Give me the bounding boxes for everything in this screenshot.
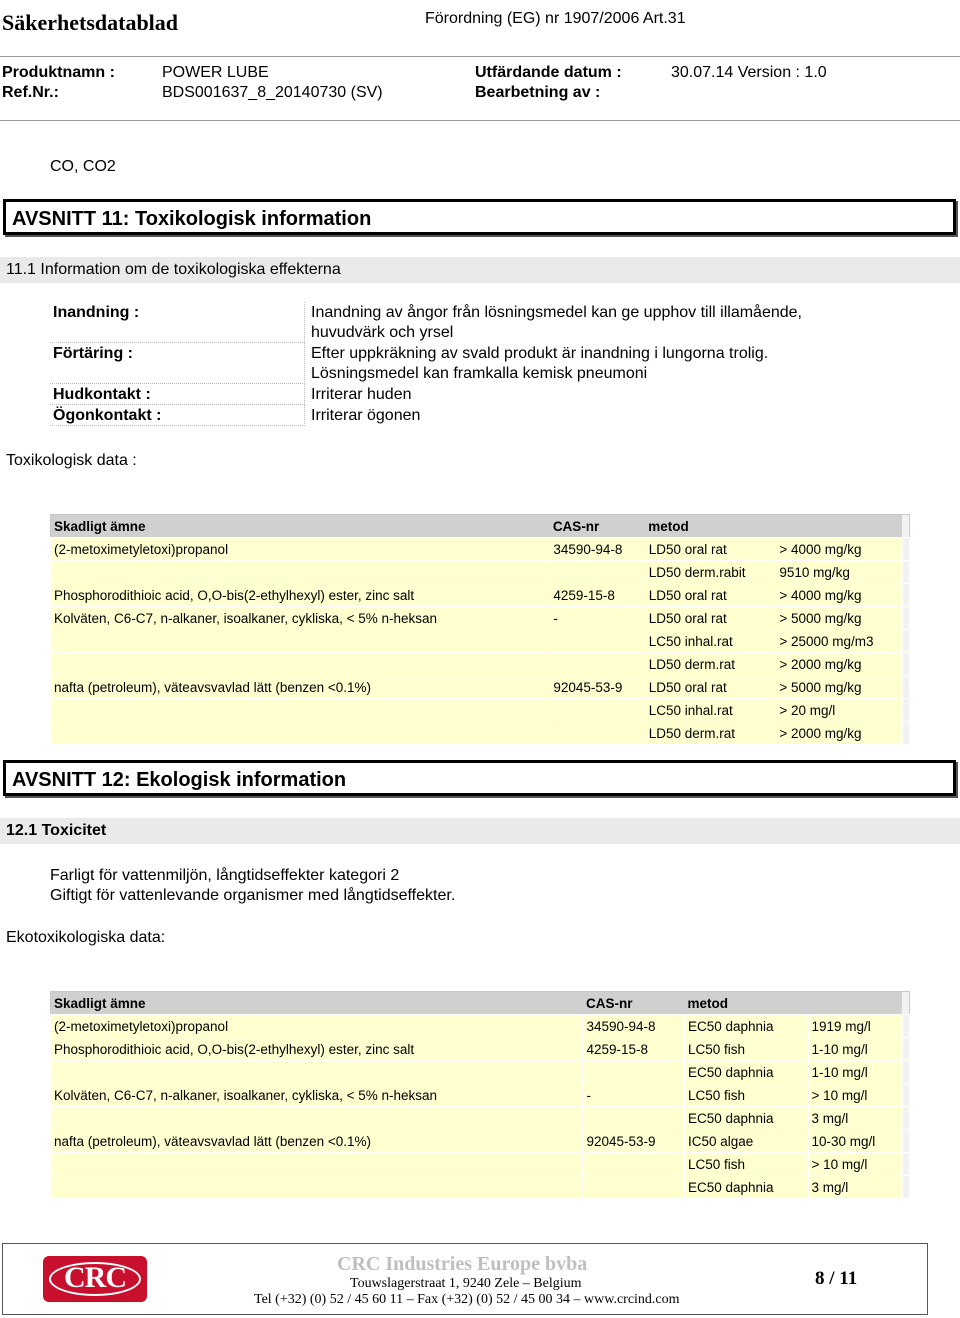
header-divider-bottom [0,120,960,121]
table-edge [902,653,909,676]
table-cell: Kolväten, C6-C7, n-alkaner, isoalkaner, cykliska, < 5% n-heksan [51,1084,583,1107]
subsection-11-1-bar [0,257,960,283]
table-row [51,584,910,607]
table-row [51,699,910,722]
table-header-row [51,515,910,538]
table-cell: (2-metoximetyletoxi)propanol [51,538,550,561]
table-edge [902,722,909,745]
toxicology-table [50,514,910,745]
table-cell [583,1107,684,1130]
effect-value [305,343,910,384]
table-cell: EC50 daphnia [684,1061,808,1084]
table-edge [902,1015,909,1038]
table-cell [550,722,645,745]
tox-data-label: Toxikologisk data : [6,452,137,469]
product-name-label: Produktnamn : [2,64,115,81]
table-cell: > 25000 mg/m3 [776,630,903,653]
effect-value [305,302,910,343]
table-cell [550,699,645,722]
table-cell [51,1153,583,1176]
section-11-title: AVSNITT 11: Toxikologisk information [12,208,372,230]
table-edge [902,515,909,538]
column-header: metod [684,992,808,1015]
table-cell [51,630,550,653]
section-11-heading [3,199,956,235]
table-cell: > 4000 mg/kg [776,538,903,561]
header-divider [0,56,960,57]
table-cell [51,1176,583,1199]
issue-date-label: Utfärdande datum : [475,64,622,81]
table-cell: LC50 inhal.rat [645,699,776,722]
table-cell: LC50 inhal.rat [645,630,776,653]
table-cell: LD50 derm.rat [645,722,776,745]
table-cell: 4259-15-8 [550,584,645,607]
table-edge [902,992,909,1015]
effect-label: Förtäring : [50,343,305,384]
eco-data-label: Ekotoxikologiska data: [6,929,166,946]
table-cell: 34590-94-8 [583,1015,684,1038]
column-header: CAS-nr [583,992,684,1015]
table-header-row [51,992,910,1015]
document-title: Säkerhetsdatablad [2,10,179,35]
effect-line: Efter uppkräkning av svald produkt är inandning i lungorna trolig. [311,345,769,362]
effect-row-eye [50,405,910,426]
table-cell: EC50 daphnia [684,1176,808,1199]
table-cell: 1919 mg/l [808,1015,902,1038]
table-cell: LD50 oral rat [645,584,776,607]
table-edge [902,1084,909,1107]
table-cell: 10-30 mg/l [808,1130,902,1153]
table-edge [902,1153,909,1176]
table-cell: - [583,1084,684,1107]
regulation-text: Förordning (EG) nr 1907/2006 Art.31 [425,10,686,27]
table-cell: nafta (petroleum), väteavsvavlad lätt (benzen <0.1%) [51,1130,583,1153]
table-row [51,722,910,745]
effect-value: Irriterar ögonen [311,407,421,424]
previous-section-text: CO, CO2 [50,158,116,175]
table-cell [51,1061,583,1084]
table-cell: Kolväten, C6-C7, n-alkaner, isoalkaner, cykliska, < 5% n-heksan [51,607,550,630]
table-cell: LD50 oral rat [645,607,776,630]
effect-line: huvudvärk och yrsel [311,324,454,341]
table-cell [550,653,645,676]
table-cell: LD50 derm.rabit [645,561,776,584]
effect-line: Inandning av ångor från lösningsmedel kan ge upphov till illamående, [311,304,802,321]
page-footer [2,1243,928,1315]
table-cell [583,1176,684,1199]
table-edge [902,1038,909,1061]
company-address: Touwslagerstraat 1, 9240 Zele – Belgium [350,1276,582,1291]
effect-label: Ögonkontakt : [50,405,305,426]
crc-logo [43,1256,147,1302]
table-cell: Phosphorodithioic acid, O,O-bis(2-ethylhexyl) ester, zinc salt [51,584,550,607]
table-cell: (2-metoximetyletoxi)propanol [51,1015,583,1038]
table-edge [902,1061,909,1084]
table-edge [902,538,909,561]
effect-label: Hudkontakt : [50,384,305,405]
table-edge [902,584,909,607]
ref-number-label: Ref.Nr.: [2,84,59,101]
table-edge [902,630,909,653]
table-row [51,1038,910,1061]
subsection-12-1-bar [0,818,960,844]
table-cell: 34590-94-8 [550,538,645,561]
column-header: metod [645,515,776,538]
table-cell: > 10 mg/l [808,1084,902,1107]
table-row [51,1130,910,1153]
ecotoxicology-table [50,991,910,1199]
table-cell: > 10 mg/l [808,1153,902,1176]
effect-row-inhalation [50,302,910,343]
table-cell: LD50 derm.rat [645,653,776,676]
table-cell: > 2000 mg/kg [776,722,903,745]
ecology-text [50,866,455,906]
table-edge [902,561,909,584]
table-cell: EC50 daphnia [684,1107,808,1130]
column-header: Skadligt ämne [51,992,583,1015]
effect-value: Irriterar huden [311,386,412,403]
table-edge [902,1130,909,1153]
table-cell: LC50 fish [684,1153,808,1176]
table-cell [583,1061,684,1084]
effect-label: Inandning : [50,302,305,343]
subsection-12-1-title: 12.1 Toxicitet [6,822,107,839]
table-cell [550,630,645,653]
table-edge [902,676,909,699]
table-row [51,653,910,676]
table-row [51,607,910,630]
table-edge [902,1107,909,1130]
table-cell: LC50 fish [684,1084,808,1107]
table-cell [51,722,550,745]
table-row [51,1084,910,1107]
ecology-line: Giftigt för vattenlevande organismer med långtidseffekter. [50,887,456,904]
table-row [51,630,910,653]
column-header: Skadligt ämne [51,515,550,538]
table-row [51,676,910,699]
table-row [51,1015,910,1038]
table-cell: LD50 oral rat [645,676,776,699]
table-row [51,1153,910,1176]
table-cell: 92045-53-9 [583,1130,684,1153]
table-cell [583,1153,684,1176]
section-12-title: AVSNITT 12: Ekologisk information [12,769,347,791]
table-cell: Phosphorodithioic acid, O,O-bis(2-ethylhexyl) ester, zinc salt [51,1038,583,1061]
table-row [51,538,910,561]
table-cell: LD50 oral rat [645,538,776,561]
table-cell: 9510 mg/kg [776,561,903,584]
effect-line: Lösningsmedel kan framkalla kemisk pneumoni [311,365,648,382]
section-12-heading [3,760,956,796]
table-cell: > 5000 mg/kg [776,607,903,630]
table-edge [902,1176,909,1199]
table-edge [902,699,909,722]
product-name-value: POWER LUBE [162,64,269,81]
company-name: CRC Industries Europe bvba [337,1253,588,1275]
issue-date-value: 30.07.14 Version : 1.0 [671,64,827,81]
table-cell: LC50 fish [684,1038,808,1061]
table-cell: > 4000 mg/kg [776,584,903,607]
table-cell: IC50 algae [684,1130,808,1153]
table-row [51,1061,910,1084]
table-cell: 92045-53-9 [550,676,645,699]
ecology-line: Farligt för vattenmiljön, långtidseffekter kategori 2 [50,867,400,884]
table-cell: 1-10 mg/l [808,1061,902,1084]
table-cell [51,653,550,676]
table-cell: 1-10 mg/l [808,1038,902,1061]
table-cell: > 20 mg/l [776,699,903,722]
table-row [51,1176,910,1199]
table-cell: 4259-15-8 [583,1038,684,1061]
table-cell [51,561,550,584]
page-number: 8 / 11 [815,1268,858,1289]
edited-by-label: Bearbetning av : [475,84,601,101]
table-cell [51,1107,583,1130]
subsection-11-1-title: 11.1 Information om de toxikologiska effekterna [6,261,341,278]
logo-text: CRC [64,1261,126,1294]
table-cell [51,699,550,722]
table-cell: 3 mg/l [808,1107,902,1130]
column-header: CAS-nr [550,515,645,538]
table-cell: 3 mg/l [808,1176,902,1199]
toxic-effects-list [50,302,910,426]
table-cell: nafta (petroleum), väteavsvavlad lätt (benzen <0.1%) [51,676,550,699]
table-cell: EC50 daphnia [684,1015,808,1038]
column-header [776,515,903,538]
table-cell: > 5000 mg/kg [776,676,903,699]
table-cell [550,561,645,584]
column-header [808,992,902,1015]
table-cell: > 2000 mg/kg [776,653,903,676]
table-row [51,561,910,584]
effect-row-skin [50,384,910,405]
table-edge [902,607,909,630]
ref-number-value: BDS001637_8_20140730 (SV) [162,84,383,101]
effect-row-ingestion [50,343,910,384]
company-contact: Tel (+32) (0) 52 / 45 60 11 – Fax (+32) (0) 52 / 45 00 34 – www.crcind.com [254,1292,680,1307]
table-row [51,1107,910,1130]
table-cell: - [550,607,645,630]
